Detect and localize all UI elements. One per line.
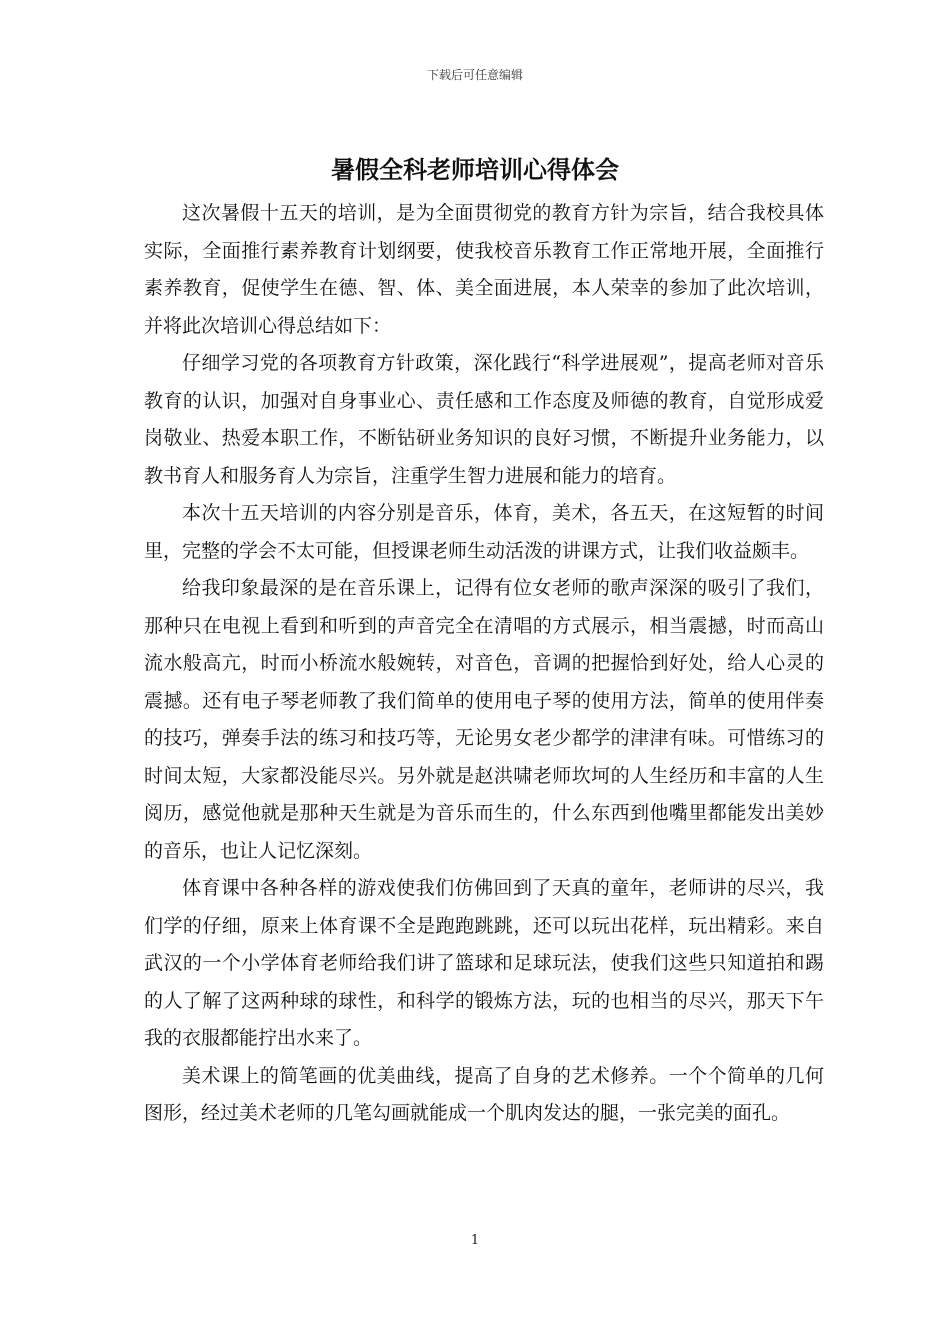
paragraph-sports: 体育课中各种各样的游戏使我们仿佛回到了天真的童年，老师讲的尽兴，我们学的仔细，原来上体育课不全是跑跑跳跳，还可以玩出花样，玩出精彩。来自武汉的一个小学体育老师给我们讲了篮球和足球玩法，使我们这些只知道拍和踢的人了解了这两种球的球性，和科学的锻炼方法，玩的也相当的尽兴，那天下午我的衣服都能拧出水来了。 bbox=[144, 877, 824, 1049]
paragraph-course-overview: 本次十五天培训的内容分别是音乐，体育，美术，各五天，在这短暂的时间里，完整的学会不太可能，但授课老师生动活泼的讲课方式，让我们收益颇丰。 bbox=[144, 502, 824, 562]
paragraph-art: 美术课上的简笔画的优美曲线，提高了自身的艺术修养。一个个简单的几何图形，经过美术老师的几笔勾画就能成一个肌肉发达的腿，一张完美的面孔。 bbox=[144, 1064, 824, 1124]
paragraph-policy: 仔细学习党的各项教育方针政策，深化践行“科学进展观”，提高老师对音乐教育的认识，加强对自身事业心、责任感和工作态度及师德的教育，自觉形成爱岗敬业、热爱本职工作，不断钻研业务知识的良好习惯，不断提升业务能力，以教书育人和服务育人为宗旨，注重学生智力进展和能力的培育。 bbox=[144, 352, 824, 487]
document-title: 暑假全科老师培训心得体会 bbox=[331, 155, 619, 184]
page-header-note: 下载后可任意编辑 bbox=[426, 68, 523, 82]
page-number: 1 bbox=[470, 1233, 480, 1248]
document-body bbox=[144, 195, 824, 1133]
paragraph-music: 给我印象最深的是在音乐课上，记得有位女老师的歌声深深的吸引了我们，那种只在电视上看到和听到的声音完全在清唱的方式展示，相当震撼，时而高山流水般高亢，时而小桥流水般婉转，对音色，音调的把握恰到好处，给人心灵的震撼。还有电子琴老师教了我们简单的使用电子琴的使用方法，简单的使用伴奏的技巧，弹奏手法的练习和技巧等，无论男女老少都学的津津有味。可惜练习的时间太短，大家都没能尽兴。另外就是赵洪啸老师坎坷的人生经历和丰富的人生阅历，感觉他就是那种天生就是为音乐而生的，什么东西到他嘴里都能发出美妙的音乐，也让人记忆深刻。 bbox=[144, 577, 824, 862]
paragraph-intro: 这次暑假十五天的培训，是为全面贯彻党的教育方针为宗旨，结合我校具体实际，全面推行素养教育计划纲要，使我校音乐教育工作正常地开展，全面推行素养教育，促使学生在德、智、体、美全面进展，本人荣幸的参加了此次培训，并将此次培训心得总结如下： bbox=[144, 202, 824, 337]
